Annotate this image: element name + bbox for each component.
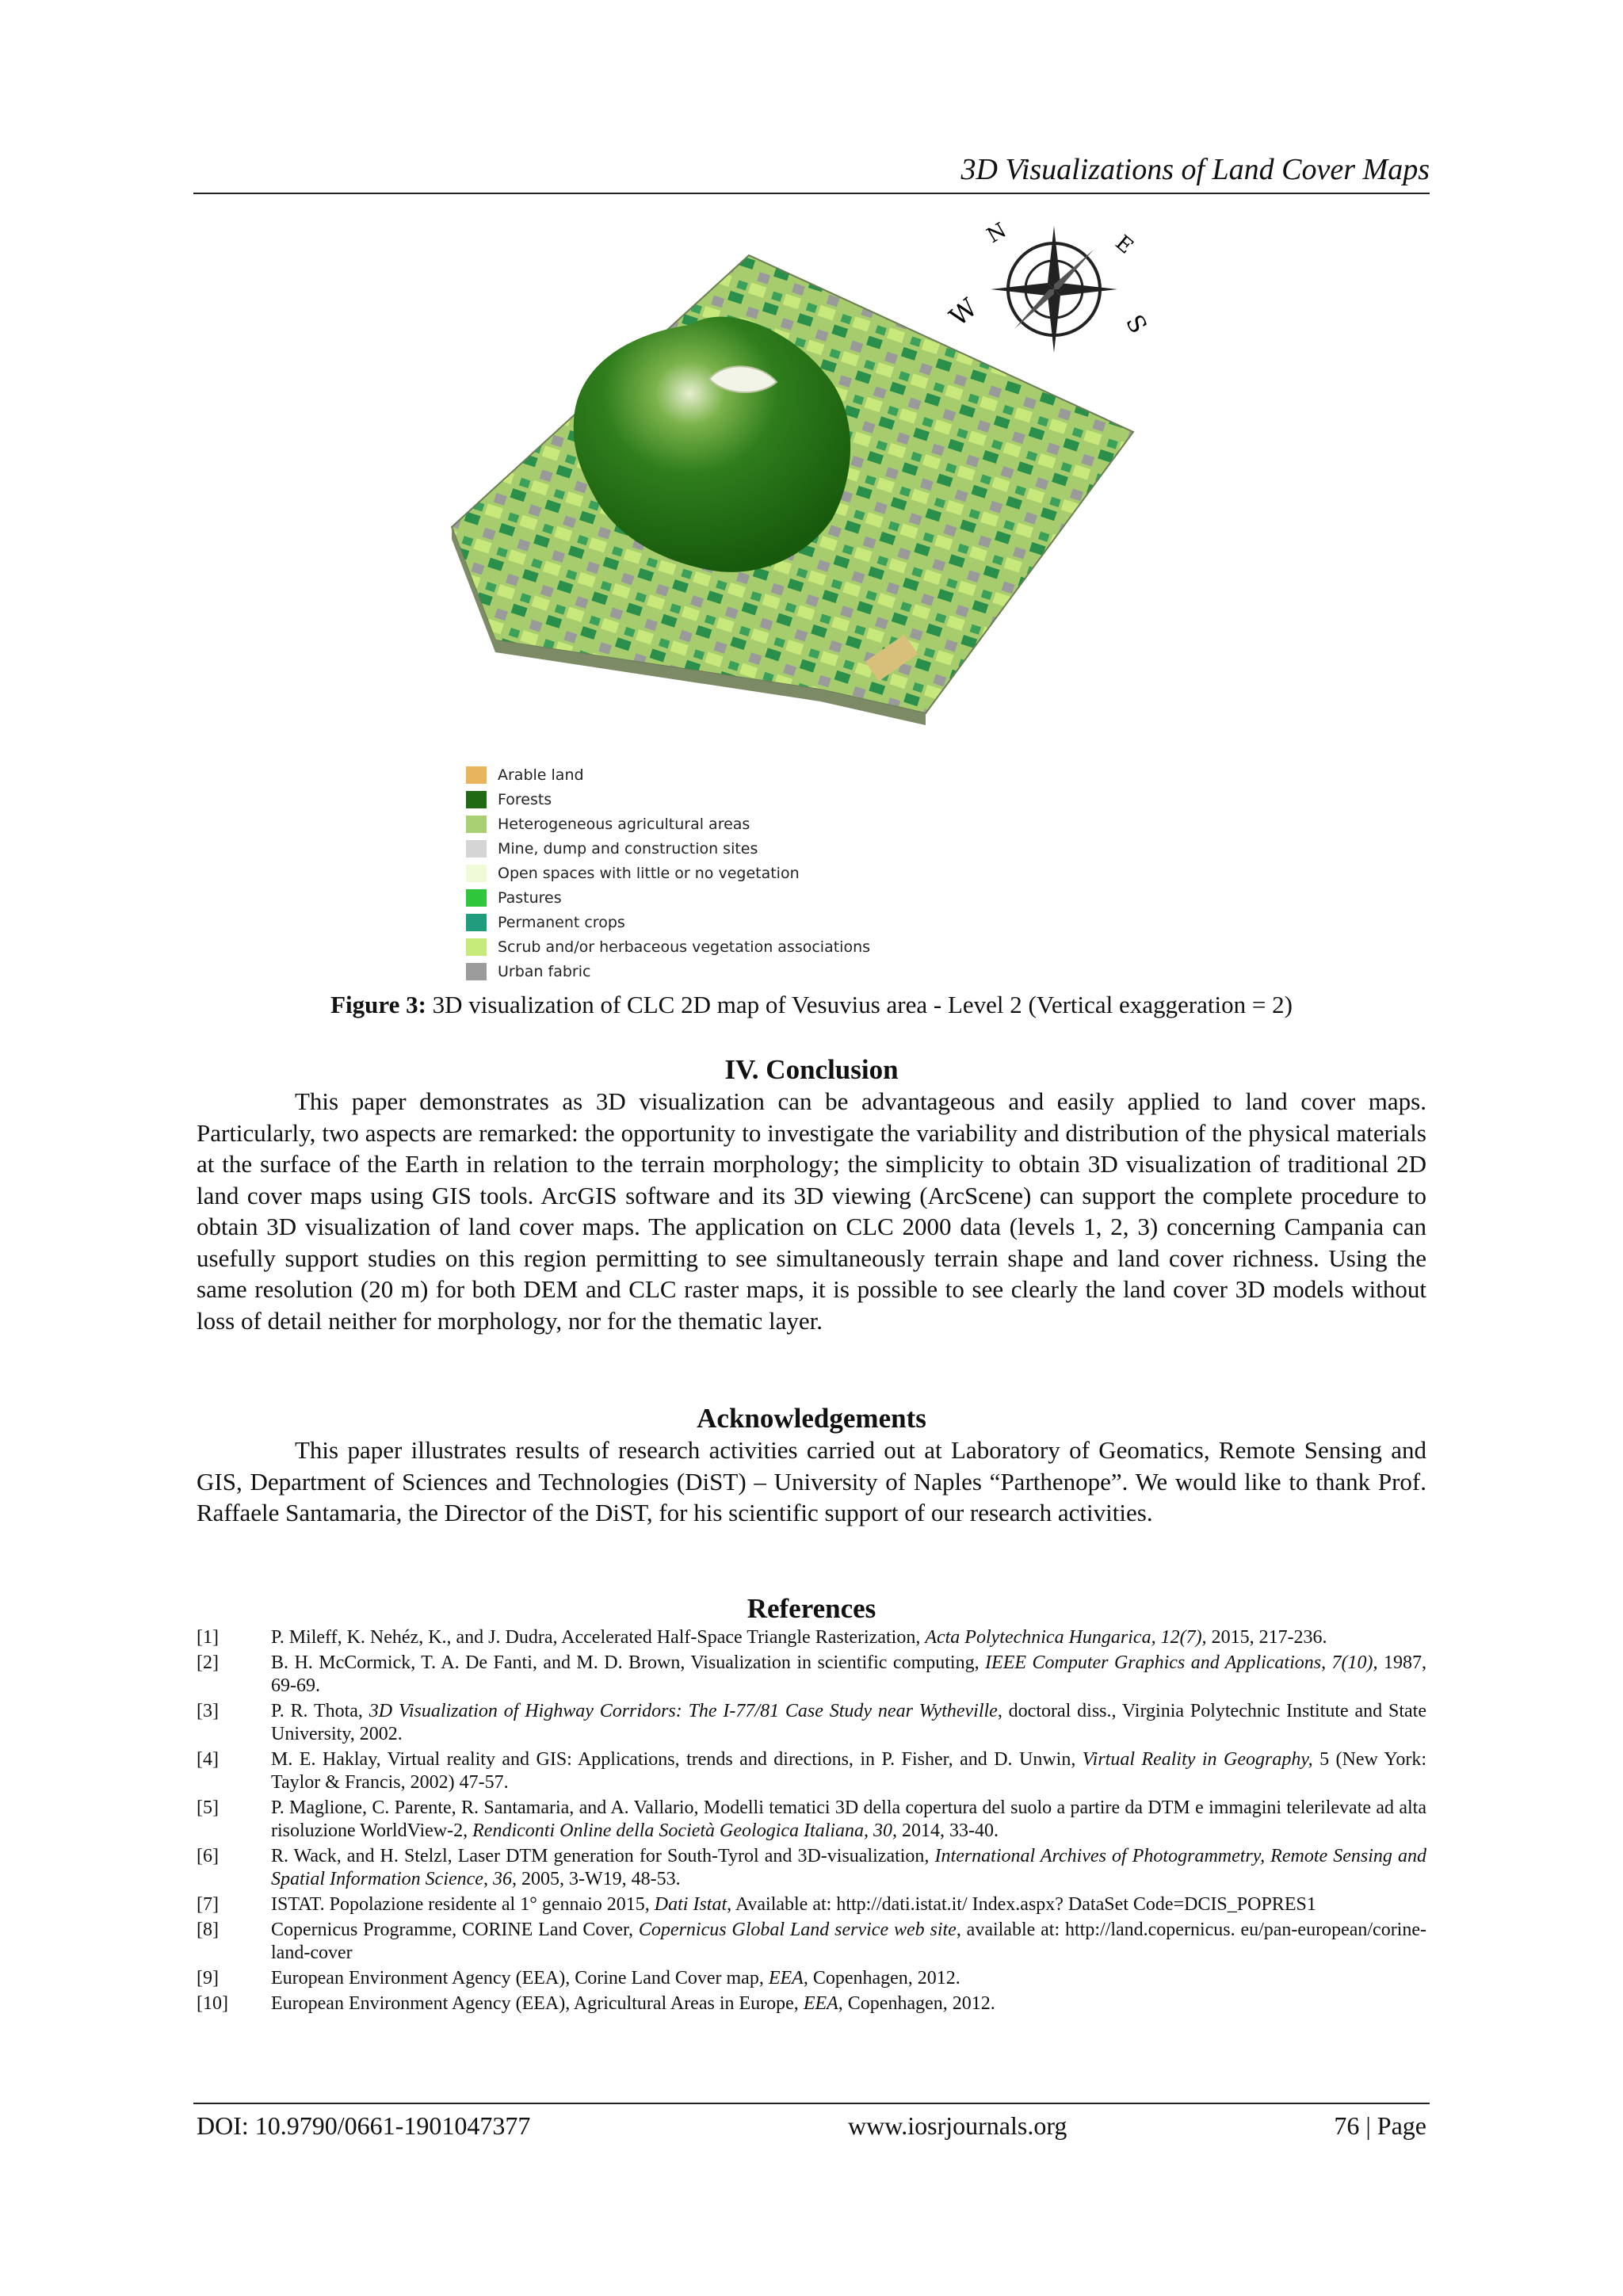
reference-part: , doctoral diss., Virginia Polytechnic Institute and State University, 2002.: [271, 1701, 1427, 1744]
legend-item: [466, 910, 878, 934]
legend-item: [466, 885, 878, 910]
reference-text: [271, 1845, 1426, 1891]
reference-part: P. R. Thota,: [271, 1701, 369, 1721]
reference-part: ISTAT. Popolazione residente al 1° gennaio 2015,: [271, 1894, 655, 1915]
reference-number: [10]: [197, 1993, 228, 2014]
reference-number: [9]: [197, 1968, 219, 1988]
compass-rose: [944, 219, 1152, 353]
legend-label: Open spaces with little or no vegetation: [498, 864, 800, 882]
legend-swatch: [466, 914, 487, 931]
reference-part: , available at: http://land.copernicus. eu/pan-european/corine-land-cover: [271, 1920, 1426, 1963]
compass-label-w: W: [943, 292, 983, 333]
reference-part: Copernicus Programme, CORINE Land Cover,: [271, 1920, 639, 1940]
reference-item: [197, 1626, 1426, 1649]
reference-text: [271, 1967, 1426, 1990]
legend-item: [466, 762, 878, 787]
reference-italic-part: Copernicus Global Land service web site: [638, 1920, 957, 1940]
running-header: 3D Visualizations of Land Cover Maps: [960, 153, 1430, 186]
legend-swatch: [466, 865, 487, 882]
reference-part: , Available at: http://dati.istat.it/ Index.aspx? DataSet Code=DCIS_POPRES1: [727, 1894, 1316, 1915]
reference-italic-part: EEA: [768, 1968, 804, 1988]
reference-part: European Environment Agency (EEA), Corine Land Cover map,: [271, 1968, 769, 1988]
reference-text: [271, 1626, 1426, 1649]
reference-part: B. H. McCormick, T. A. De Fanti, and M. D. Brown, Visualization in scientific computing,: [271, 1652, 986, 1673]
acknowledgements-title: Acknowledgements: [697, 1403, 926, 1434]
reference-part: 2014, 33-40.: [897, 1820, 999, 1841]
reference-part: P. Mileff, K. Nehéz, K., and J. Dudra, Accelerated Half-Space Triangle Rasterization,: [271, 1627, 926, 1648]
map-legend: [466, 762, 878, 984]
legend-label: Urban fabric: [498, 962, 591, 980]
reference-item: [197, 1845, 1426, 1891]
legend-swatch: [466, 889, 487, 907]
reference-italic-part: International Archives of Photogrammetry, Remote Sensing and Spatial Information Science: [271, 1846, 1426, 1889]
reference-part: , Copenhagen, 2012.: [838, 1993, 995, 2014]
reference-item: [197, 1700, 1426, 1746]
reference-number: [2]: [197, 1652, 219, 1673]
reference-part: European Environment Agency (EEA), Agricultural Areas in Europe,: [271, 1993, 804, 2014]
reference-item: [197, 1967, 1426, 1990]
legend-item: [466, 959, 878, 984]
reference-text: [271, 1748, 1426, 1794]
legend-swatch: [466, 766, 487, 784]
legend-label: Pastures: [498, 888, 562, 907]
legend-item: [466, 787, 878, 812]
reference-number: [5]: [197, 1797, 219, 1818]
legend-swatch: [466, 963, 487, 980]
footer-doi: DOI: 10.9790/0661-1901047377: [197, 2111, 531, 2140]
reference-italic-part: EEA: [803, 1993, 838, 2014]
legend-item: [466, 861, 878, 885]
legend-label: Scrub and/or herbaceous vegetation associations: [498, 938, 871, 956]
reference-text: [271, 1797, 1426, 1843]
reference-italic-part: Dati Istat: [654, 1894, 727, 1915]
caption-label: Figure 3:: [330, 991, 426, 1018]
reference-italic-part: Rendiconti Online della Società Geologica Italiana, 30,: [472, 1820, 898, 1841]
caption-text: 3D visualization of CLC 2D map of Vesuvius area - Level 2 (Vertical exaggeration = 2): [426, 991, 1293, 1018]
reference-item: [197, 1797, 1426, 1843]
legend-swatch: [466, 938, 487, 956]
legend-item: [466, 812, 878, 836]
legend-label: Mine, dump and construction sites: [498, 839, 758, 858]
references-list: [197, 1626, 1426, 2018]
legend-label: Forests: [498, 790, 552, 808]
legend-item: [466, 934, 878, 959]
acknowledgements-paragraph: This paper illustrates results of research activities carried out at Laboratory of Geomatics, Remote Sensing and GIS, Department of Sciences and Technologies (DiST) – University of Naples “Parthenope”. We would like to thank Prof. Raffaele Santamaria, the Director of the DiST, for his scientific support of our research activities.: [197, 1436, 1426, 1526]
reference-part: , Copenhagen, 2012.: [803, 1968, 960, 1988]
legend-swatch: [466, 840, 487, 858]
reference-italic-part: 3D Visualization of Highway Corridors: The I-77/81 Case Study near Wytheville: [369, 1701, 998, 1721]
legend-label: Arable land: [498, 766, 584, 784]
conclusion-paragraph: This paper demonstrates as 3D visualization can be advantageous and easily applied to land cover maps. Particularly, two aspects are remarked: the opportunity to investigate the variability and distribution of the physical materials at the surface of the Earth in relation to the terrain morphology; the simplicity to obtain 3D visualization of traditional 2D land cover maps using GIS tools. ArcGIS software and its 3D viewing (ArcScene) can support the complete procedure to obtain 3D visualization of land cover maps. The application on CLC 2000 data (levels 1, 2, 3) concerning Campania can usefully support studies on this region permitting to see simultaneously terrain shape and land cover richness. Using the same resolution (20 m) for both DEM and CLC raster maps, it is possible to see clearly the land cover 3D models without loss of detail neither for morphology, nor for the thematic layer.: [197, 1087, 1426, 1335]
legend-label: Permanent crops: [498, 913, 625, 931]
reference-italic-part: Virtual Reality in Geography,: [1082, 1749, 1313, 1770]
reference-number: [4]: [197, 1749, 219, 1770]
reference-number: [7]: [197, 1894, 219, 1915]
reference-item: [197, 1992, 1426, 2015]
reference-italic-part: Acta Polytechnica Hungarica, 12(7),: [925, 1627, 1207, 1648]
compass-label-e: E: [1110, 231, 1138, 259]
reference-number: [3]: [197, 1701, 219, 1721]
reference-part: R. Wack, and H. Stelzl, Laser DTM generation for South-Tyrol and 3D-visualization,: [271, 1846, 935, 1866]
reference-part: 2015, 217-236.: [1206, 1627, 1327, 1648]
reference-part: , 2005, 3-W19, 48-53.: [511, 1869, 681, 1889]
compass-label-n: N: [983, 218, 1011, 249]
legend-swatch: [466, 791, 487, 808]
reference-item: [197, 1748, 1426, 1794]
reference-italic-part: 36: [492, 1869, 512, 1889]
footer-rule: [193, 2103, 1430, 2104]
reference-part: M. E. Haklay, Virtual reality and GIS: Applications, trends and directions, in P. Fisher, and D. Unwin,: [271, 1749, 1083, 1770]
reference-number: [1]: [197, 1627, 219, 1648]
conclusion-title: IV. Conclusion: [724, 1054, 899, 1085]
reference-part: ,: [483, 1869, 493, 1889]
legend-label: Heterogeneous agricultural areas: [498, 815, 750, 833]
references-title: References: [747, 1593, 876, 1624]
reference-part: 5 (New York: Taylor & Francis, 2002) 47-57.: [271, 1749, 1427, 1793]
figure-caption: [193, 988, 1430, 1022]
reference-part: P. Maglione, C. Parente, R. Santamaria, and A. Vallario, Modelli tematici 3D della copertura del suolo a partire da DTM e immagini telerilevate ad alta risoluzione WorldView-2,: [271, 1797, 1426, 1841]
figure-3: [0, 0, 1623, 1030]
footer-site: www.iosrjournals.org: [848, 2111, 1067, 2140]
reference-text: [271, 1893, 1426, 1916]
reference-item: [197, 1919, 1426, 1965]
legend-swatch: [466, 816, 487, 833]
reference-number: [8]: [197, 1920, 219, 1940]
reference-text: [271, 1700, 1426, 1746]
reference-number: [6]: [197, 1846, 219, 1866]
reference-text: [271, 1919, 1426, 1965]
reference-item: [197, 1652, 1426, 1698]
footer-page-number: 76 | Page: [1334, 2111, 1426, 2140]
legend-item: [466, 836, 878, 861]
reference-item: [197, 1893, 1426, 1916]
reference-italic-part: IEEE Computer Graphics and Applications, 7(10),: [985, 1652, 1378, 1673]
reference-part: 1987, 69-69.: [271, 1652, 1426, 1696]
reference-text: [271, 1652, 1426, 1698]
reference-text: [271, 1992, 1426, 2015]
compass-label-s: S: [1120, 310, 1152, 338]
